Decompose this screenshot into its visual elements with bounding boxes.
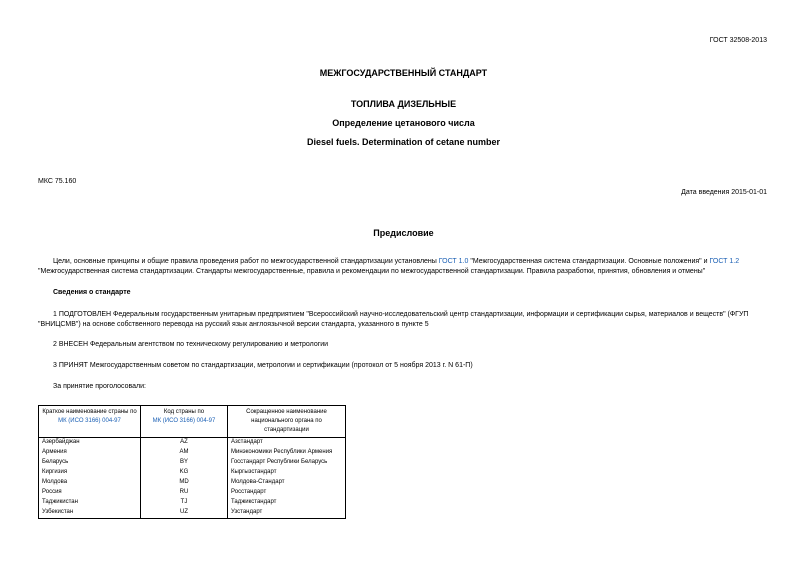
col-header-country-text: Краткое наименование страны по [42, 409, 137, 415]
doc-title-en: Diesel fuels. Determination of cetane number [306, 137, 501, 147]
voted-label: За принятие проголосовали: [53, 383, 146, 390]
item-1: 1 ПОДГОТОВЛЕН Федеральным государственным унитарным предприятием "Всероссийский научно-исследовательский центр стандартизации, информации и сертификации сырья, материалов и веществ" (ФГУП "ВНИЦСМВ") на основе собственного перевода на русский язык англоязычной версии стандарта, указанного в пункте 5 [38, 311, 749, 328]
table-row [39, 448, 346, 458]
body-cell: Азстандарт [228, 438, 346, 449]
code-cell: AM [141, 448, 228, 458]
col-header-code [141, 406, 228, 438]
table-row [39, 438, 346, 449]
body-cell: Молдова-Стандарт [228, 478, 346, 488]
table-row [39, 458, 346, 468]
table-row [39, 498, 346, 508]
body-cell: Таджикстандарт [228, 498, 346, 508]
info-title: Сведения о стандарте [53, 289, 131, 296]
doc-title: ТОПЛИВА ДИЗЕЛЬНЫЕ [350, 99, 457, 109]
body-cell: Минэкономики Республики Армения [228, 448, 346, 458]
country-cell: Киргизия [39, 468, 141, 478]
preface-title: Предисловие [373, 228, 434, 238]
mks-code: МКС 75.160 [38, 178, 77, 185]
preface-paragraph [38, 257, 771, 277]
col-header-code-text: Код страны по [163, 409, 205, 415]
preface-text-a: Цели, основные принципы и общие правила проведения работ по межгосударственной стандартизации установлены [53, 258, 439, 265]
country-cell: Узбекистан [39, 508, 141, 519]
body-cell: Росстандарт [228, 488, 346, 498]
gost-1-0-link[interactable]: ГОСТ 1.0 [438, 258, 469, 265]
country-cell: Молдова [39, 478, 141, 488]
col-header-body: Сокращенное наименование национального органа по стандартизации [228, 406, 346, 438]
country-cell: Беларусь [39, 458, 141, 468]
doc-code: ГОСТ 32508-2013 [709, 37, 767, 44]
table-row [39, 478, 346, 488]
preface-text-b: "Межгосударственная система стандартизации. Основные положения" и [468, 258, 710, 265]
body-cell: Кыргызстандарт [228, 468, 346, 478]
code-cell: BY [141, 458, 228, 468]
country-cell: Армения [39, 448, 141, 458]
country-cell: Россия [39, 488, 141, 498]
body-cell: Госстандарт Республики Беларусь [228, 458, 346, 468]
gost-1-2-link[interactable]: ГОСТ 1.2 [709, 258, 740, 265]
item-2: 2 ВНЕСЕН Федеральным агентством по техническому регулированию и метрологии [53, 341, 329, 348]
country-cell: Азербайджан [39, 438, 141, 449]
table-row [39, 508, 346, 519]
standard-heading: МЕЖГОСУДАРСТВЕННЫЙ СТАНДАРТ [319, 68, 488, 78]
body-cell: Узстандарт [228, 508, 346, 519]
code-cell: KG [141, 468, 228, 478]
code-cell: UZ [141, 508, 228, 519]
country-cell: Таджикистан [39, 498, 141, 508]
code-cell: TJ [141, 498, 228, 508]
table-row [39, 468, 346, 478]
col-header-country-link[interactable]: МК (ИСО 3166) 004-97 [58, 418, 121, 424]
item-3: 3 ПРИНЯТ Межгосударственным советом по стандартизации, метрологии и сертификации (протокол от 5 ноября 2013 г. N 61-П) [53, 362, 473, 369]
preface-text-c: "Межгосударственная система стандартизации. Стандарты межгосударственные, правила и рекомендации по межгосударственной стандартизации. Правила разработки, принятия, обновления и отмены" [38, 268, 706, 275]
code-cell: AZ [141, 438, 228, 449]
col-header-country [39, 406, 141, 438]
doc-subtitle: Определение цетанового числа [332, 118, 475, 128]
intro-date: Дата введения 2015-01-01 [681, 189, 767, 196]
col-header-code-link[interactable]: МК (ИСО 3166) 004-97 [152, 418, 216, 424]
table-row [39, 488, 346, 498]
code-cell: MD [141, 478, 228, 488]
signers-table [38, 405, 346, 519]
code-cell: RU [141, 488, 228, 498]
